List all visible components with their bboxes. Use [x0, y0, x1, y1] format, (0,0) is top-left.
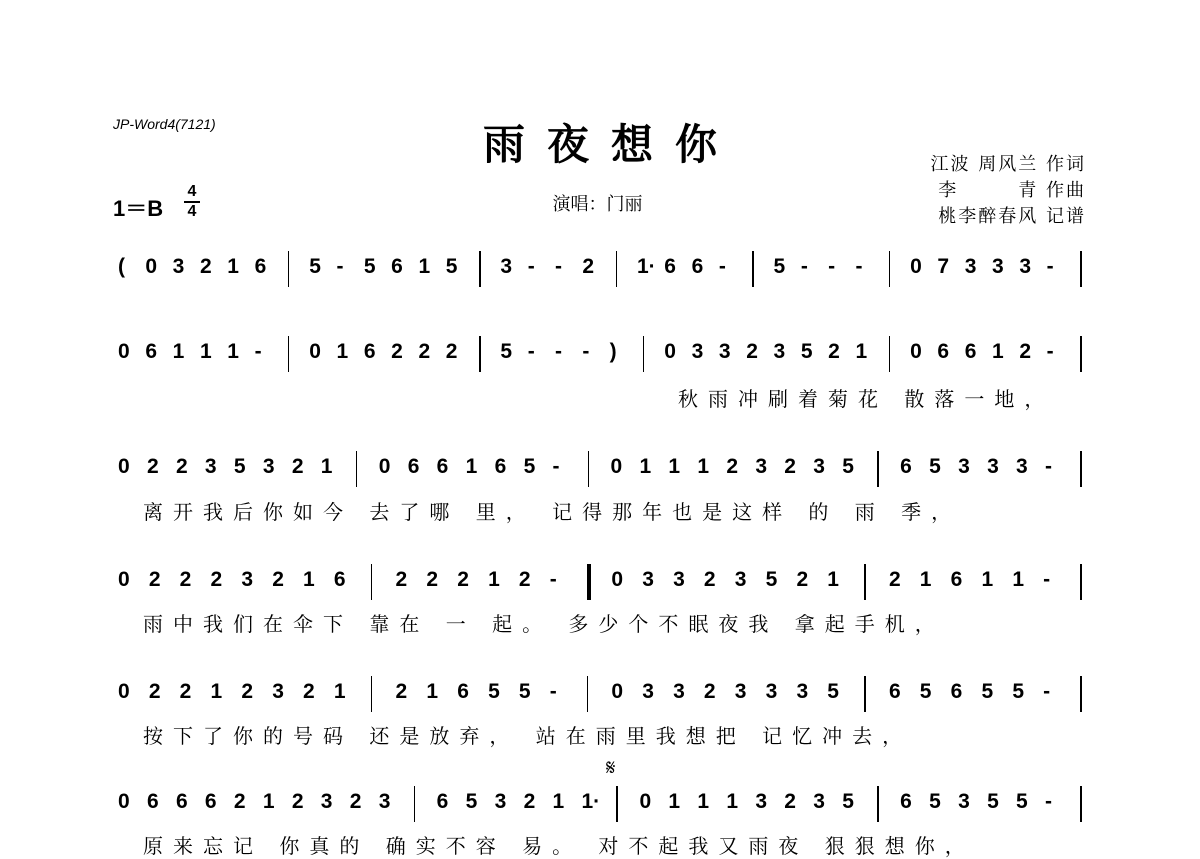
note: 6	[407, 455, 420, 478]
barline	[371, 676, 373, 712]
dash-note: -	[582, 340, 590, 363]
note: 2	[395, 568, 408, 591]
note: 2	[1019, 340, 1032, 363]
dash-note: -	[1043, 568, 1051, 591]
note: 3	[958, 790, 970, 813]
note: 2	[148, 568, 161, 591]
note: 5	[518, 680, 531, 703]
dash-note: -	[254, 340, 262, 363]
note: 1	[303, 568, 315, 591]
dash-note: -	[1043, 680, 1051, 703]
note: 5	[842, 790, 854, 813]
note: 1	[426, 680, 439, 703]
note: 2	[395, 680, 408, 703]
note: 5	[919, 680, 932, 703]
note: 2	[148, 680, 161, 703]
note: 3	[500, 255, 513, 278]
note: 3	[734, 680, 747, 703]
note: 6	[950, 568, 963, 591]
dash-note: -	[1046, 340, 1054, 363]
note: 3	[272, 680, 284, 703]
composer-credit: 李 青 作曲	[938, 180, 1086, 201]
note: 1	[992, 340, 1004, 363]
note: 3	[813, 455, 825, 478]
note: 6	[254, 255, 267, 278]
dash-note: -	[855, 255, 863, 278]
singer-credit: 演唱：门丽	[552, 194, 643, 215]
note: 3	[773, 340, 786, 363]
note: 2	[291, 790, 304, 813]
note: 3	[642, 568, 654, 591]
note: 0	[611, 568, 624, 591]
note: 3	[673, 680, 685, 703]
note: 2	[233, 790, 246, 813]
note: 2	[784, 790, 796, 813]
barline	[371, 564, 373, 600]
barline	[1080, 564, 1082, 600]
note: 1	[668, 790, 681, 813]
note: 6	[363, 340, 376, 363]
note: 1	[333, 680, 346, 703]
barline	[616, 251, 618, 287]
note: 2	[291, 455, 304, 478]
note: 2	[746, 340, 758, 363]
dash-note: -	[718, 255, 726, 278]
note: 6	[457, 680, 469, 703]
note: 1	[827, 568, 839, 591]
note: 1	[855, 340, 868, 363]
score-line	[110, 680, 1090, 710]
note: 2	[349, 790, 362, 813]
note: 6	[436, 455, 449, 478]
note: 2	[146, 455, 159, 478]
barline	[587, 564, 591, 600]
note: 0	[664, 340, 676, 363]
note: 3	[1019, 255, 1032, 278]
note: 6	[391, 255, 403, 278]
paren: )	[609, 340, 617, 363]
barline	[1080, 251, 1082, 287]
note: 0	[145, 255, 157, 278]
note: 3	[734, 568, 747, 591]
note: 1·	[636, 255, 656, 278]
note: 3	[992, 255, 1004, 278]
score-line	[110, 790, 1090, 820]
barline	[588, 451, 590, 487]
note: 0	[611, 680, 624, 703]
note: 6	[900, 455, 912, 478]
note: 3	[691, 340, 704, 363]
note: 6	[937, 340, 950, 363]
lyrics-line: 离开我后你如今 去了哪 里， 记得那年也是这样 的 雨 季，	[143, 500, 962, 524]
note: 5	[929, 455, 941, 478]
note: 6	[436, 790, 449, 813]
note: 1	[172, 340, 185, 363]
lyrics-line: 秋雨冲刷着菊花 散落一地，	[678, 387, 1055, 411]
note: 5	[1016, 790, 1028, 813]
note: 2	[179, 680, 192, 703]
lyrics-line: 按下了你的号码 还是放弃， 站在雨里我想把 记忆冲去，	[143, 724, 913, 748]
score-line	[110, 255, 1090, 285]
note: 1	[668, 455, 681, 478]
note: 6	[691, 255, 704, 278]
note: 3	[1016, 455, 1028, 478]
note: 1	[1012, 568, 1024, 591]
dash-note: -	[1046, 255, 1054, 278]
barline	[752, 251, 754, 287]
dash-note: -	[336, 255, 344, 278]
note: 0	[118, 680, 130, 703]
note: 5	[1012, 680, 1024, 703]
note: 5	[500, 340, 513, 363]
note: 2	[726, 455, 739, 478]
note: 5	[309, 255, 321, 278]
dash-note: -	[549, 568, 557, 591]
barline	[864, 676, 866, 712]
barline	[864, 564, 866, 600]
note: 6	[900, 790, 912, 813]
score-line	[110, 455, 1090, 485]
note: 2	[179, 568, 192, 591]
barline	[643, 336, 645, 372]
barline	[288, 336, 290, 372]
dash-note: -	[828, 255, 836, 278]
dash-note: -	[555, 255, 563, 278]
note: 1	[262, 790, 275, 813]
note: 5	[488, 680, 500, 703]
note: 6	[888, 680, 901, 703]
time-signature-bottom: 4	[187, 203, 197, 220]
note: 2	[828, 340, 840, 363]
note: 3	[320, 790, 333, 813]
note: 1	[697, 790, 710, 813]
note: 1	[919, 568, 932, 591]
note: 2	[175, 455, 188, 478]
barline	[587, 676, 589, 712]
note: 5	[800, 340, 813, 363]
note: 2	[303, 680, 315, 703]
note: 1	[227, 340, 239, 363]
note: 2	[426, 568, 439, 591]
note: 6	[950, 680, 963, 703]
score-line	[110, 340, 1090, 370]
lyrics-line: 原来忘记 你真的 确实不容 易。 对不起我又雨夜 狠狠想你，	[143, 834, 975, 858]
note: 3	[642, 680, 654, 703]
note: 3	[813, 790, 825, 813]
note: 5	[465, 790, 478, 813]
note: 2	[241, 680, 254, 703]
note: 1	[336, 340, 349, 363]
note: 3	[241, 568, 254, 591]
note: 2	[518, 568, 531, 591]
note: 3	[755, 455, 768, 478]
note: 6	[964, 340, 977, 363]
note: 0	[378, 455, 391, 478]
note: 0	[118, 568, 130, 591]
note: 1	[418, 255, 431, 278]
barline	[877, 451, 879, 487]
dash-note: -	[1045, 790, 1053, 813]
note: 6	[333, 568, 346, 591]
note: 1	[488, 568, 500, 591]
note: 3	[755, 790, 768, 813]
note: 0	[309, 340, 321, 363]
note: 3	[204, 455, 217, 478]
barline	[616, 786, 618, 822]
note: 5	[929, 790, 941, 813]
note: 2	[703, 680, 716, 703]
dash-note: -	[800, 255, 808, 278]
note: 3	[765, 680, 778, 703]
note: 3	[172, 255, 185, 278]
note: 3	[262, 455, 275, 478]
note: 2	[703, 568, 716, 591]
note: 5	[773, 255, 786, 278]
transcriber-credit: 桃李醉春风 记谱	[938, 206, 1086, 227]
barline	[877, 786, 879, 822]
dash-note: -	[549, 680, 557, 703]
note: 2	[418, 340, 431, 363]
song-title: 雨夜想你	[482, 120, 739, 169]
note: 0	[610, 455, 623, 478]
barline	[356, 451, 358, 487]
note: 2	[523, 790, 536, 813]
key-signature: 1＝B	[113, 196, 164, 221]
note: 2	[199, 255, 212, 278]
note: 0	[118, 455, 130, 478]
note: 3	[378, 790, 391, 813]
software-label: JP-Word4(7121)	[113, 116, 216, 132]
note: 5	[363, 255, 376, 278]
note: 2	[445, 340, 458, 363]
note: 2	[784, 455, 796, 478]
lyrics-line: 雨中我们在伞下 靠在 一 起。 多少个不眠夜我 拿起手机，	[143, 612, 945, 636]
note: 5	[233, 455, 246, 478]
note: 3	[796, 680, 809, 703]
note: 6	[204, 790, 217, 813]
barline	[479, 251, 481, 287]
note: 1·	[581, 790, 601, 813]
note: 5	[987, 790, 999, 813]
note: 1	[639, 455, 652, 478]
dash-note: -	[527, 340, 535, 363]
note: 5	[523, 455, 536, 478]
note: 2	[272, 568, 284, 591]
note: 2	[457, 568, 469, 591]
dash-note: -	[527, 255, 535, 278]
note: 0	[118, 790, 130, 813]
barline	[479, 336, 481, 372]
note: 2	[888, 568, 901, 591]
barline	[889, 336, 891, 372]
note: 2	[391, 340, 403, 363]
note: 2	[582, 255, 595, 278]
lyricist-credit: 江波 周风兰 作词	[930, 154, 1086, 175]
note: 0	[118, 340, 130, 363]
note: 6	[664, 255, 676, 278]
segno-mark: 𝄋	[606, 756, 616, 781]
dash-note: -	[552, 455, 560, 478]
time-signature-top: 4	[187, 183, 197, 200]
note: 3	[987, 455, 999, 478]
note: 0	[910, 255, 922, 278]
note: 3	[718, 340, 731, 363]
note: 1	[210, 680, 223, 703]
note: 1	[227, 255, 239, 278]
note: 2	[796, 568, 809, 591]
note: 6	[494, 455, 507, 478]
barline	[889, 251, 891, 287]
note: 6	[145, 340, 157, 363]
note: 3	[958, 455, 970, 478]
note: 5	[981, 680, 994, 703]
note: 0	[639, 790, 652, 813]
note: 5	[827, 680, 839, 703]
barline	[1080, 451, 1082, 487]
note: 3	[494, 790, 507, 813]
note: 5	[765, 568, 778, 591]
note: 7	[937, 255, 950, 278]
barline	[1080, 336, 1082, 372]
note: 2	[210, 568, 223, 591]
note: 5	[842, 455, 854, 478]
barline	[288, 251, 290, 287]
note: 1	[726, 790, 739, 813]
note: 3	[964, 255, 977, 278]
note: 0	[910, 340, 922, 363]
note: 1	[465, 455, 478, 478]
note: 1	[697, 455, 710, 478]
barline	[414, 786, 416, 822]
note: 3	[673, 568, 685, 591]
note: 6	[175, 790, 188, 813]
dash-note: -	[555, 340, 563, 363]
dash-note: -	[1045, 455, 1053, 478]
score-line	[110, 568, 1090, 598]
note: 6	[146, 790, 159, 813]
note: 5	[445, 255, 458, 278]
note: 1	[981, 568, 994, 591]
barline	[1080, 786, 1082, 822]
paren: (	[118, 255, 125, 278]
note: 1	[552, 790, 565, 813]
barline	[1080, 676, 1082, 712]
note: 1	[199, 340, 212, 363]
note: 1	[320, 455, 333, 478]
